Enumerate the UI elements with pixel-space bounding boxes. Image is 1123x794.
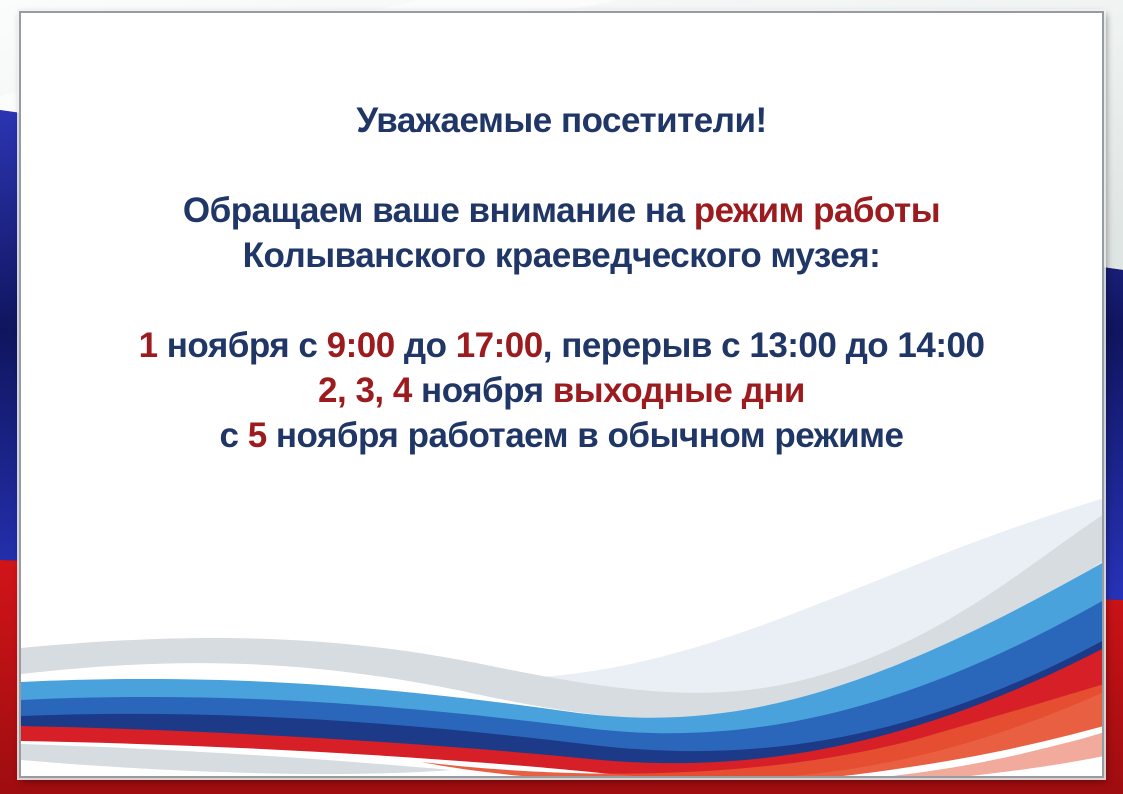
notice-segment: с bbox=[219, 416, 248, 455]
tricolor-ribbon-graphic bbox=[21, 496, 1104, 776]
line-spacer bbox=[21, 278, 1102, 323]
notice-segment: 1 bbox=[138, 326, 158, 365]
notice-line-museum bbox=[21, 233, 1102, 278]
notice-segment: режим работы bbox=[693, 191, 941, 230]
notice-segment: Уважаемые посетители! bbox=[356, 101, 767, 140]
notice-text bbox=[21, 13, 1102, 458]
notice-segment: Колыванского краеведческого музея: bbox=[242, 236, 881, 275]
notice-segment: до bbox=[394, 326, 456, 365]
notice-segment: , перерыв с 13:00 до 14:00 bbox=[542, 326, 985, 365]
notice-segment: ноября с bbox=[157, 326, 327, 365]
notice-segment: 2, 3, 4 bbox=[318, 371, 412, 410]
notice-segment: 9:00 bbox=[326, 326, 395, 365]
notice-segment: ноября работаем в обычном режиме bbox=[266, 416, 904, 455]
notice-segment: 17:00 bbox=[455, 326, 543, 365]
notice-line-normal-schedule bbox=[21, 413, 1102, 458]
announcement-card bbox=[19, 11, 1104, 778]
notice-segment: Обращаем ваше внимание на bbox=[182, 191, 694, 230]
notice-line-nov1-hours bbox=[21, 323, 1102, 368]
notice-line-days-off bbox=[21, 368, 1102, 413]
notice-segment: выходные дни bbox=[552, 371, 805, 410]
notice-segment: ноября bbox=[411, 371, 553, 410]
notice-line-attention bbox=[21, 188, 1102, 233]
notice-segment: 5 bbox=[247, 416, 267, 455]
line-spacer bbox=[21, 143, 1102, 188]
notice-line-greeting bbox=[21, 98, 1102, 143]
